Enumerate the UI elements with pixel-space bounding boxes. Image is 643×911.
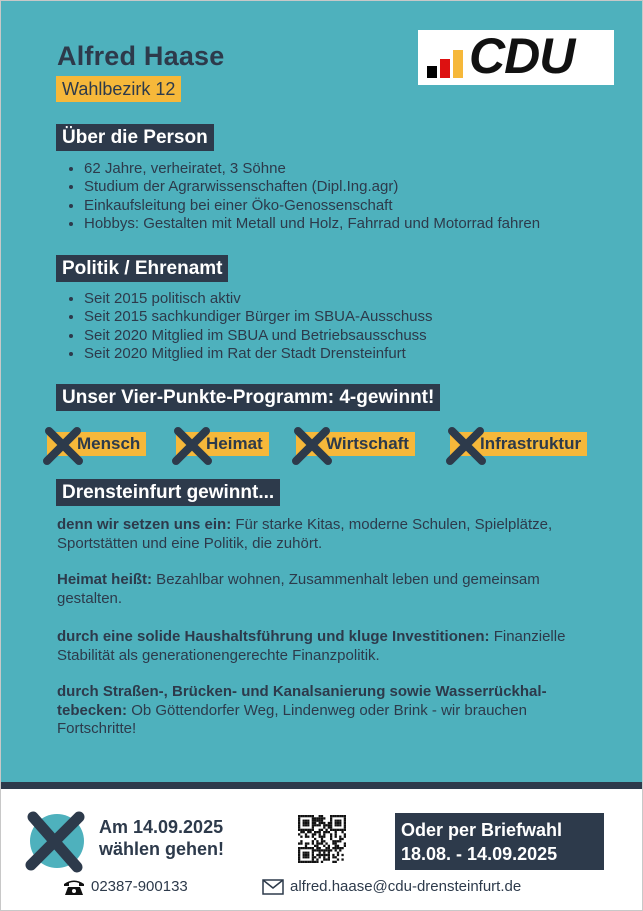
cross-icon [170,427,214,465]
pillar-label: Heimat [176,432,269,456]
cross-icon [444,427,488,465]
envelope-icon [262,879,284,895]
list-item: • Seit 2020 Mitglied im SBUA und Betriebsausschuss [84,327,433,345]
list-item: • Seit 2015 sachkundiger Bürger im SBUA-Ausschuss [84,308,433,326]
qr-code-icon[interactable] [298,815,346,863]
briefwahl-label: Oder per Briefwahl [401,820,563,840]
list-item: • Seit 2015 politisch aktiv [84,290,433,308]
heading-politik: Politik / Ehrenamt [56,255,228,282]
district-badge: Wahlbezirk 12 [56,76,181,102]
heading-gewinnt: Drensteinfurt gewinnt... [56,479,280,506]
paragraph-heimat [57,571,597,608]
pillar-label: Mensch [47,432,146,456]
politik-list [57,290,433,364]
email-contact[interactable] [262,877,521,897]
heading-person: Über die Person [56,124,214,151]
phone-contact[interactable] [63,877,188,897]
briefwahl-box [395,813,604,870]
list-item: • Einkaufsleitung bei einer Öko-Genossenschaft [84,197,540,215]
phone-number: 02387-900133 [91,878,188,895]
vote-date: Am 14.09.2025 [99,817,224,837]
list-item: • 62 Jahre, verheiratet, 3 Söhne [84,160,540,178]
paragraph-text: Bezahlbar wohnen, Zusammenhalt leben und gemeinsam gestalten. [57,571,540,607]
cdu-logo [418,30,614,85]
paragraph-lead: durch eine solide Haushaltsführung und kluge Investitionen: [57,628,490,645]
cross-icon [41,427,85,465]
vote-call [99,816,224,860]
person-list [57,160,540,234]
cdu-logo-bars-icon [427,50,465,78]
telephone-icon [63,878,85,896]
heading-programm: Unser Vier-Punkte-Programm: 4-gewinnt! [56,384,440,411]
paragraph-lead: Heimat heißt: [57,571,153,588]
list-item: • Studium der Agrarwissenschaften (Dipl.Ing.agr) [84,178,540,196]
pillar-label: Wirtschaft [296,432,415,456]
list-item: • Hobbys: Gestalten mit Metall und Holz, Fahrrad und Motorrad fahren [84,215,540,233]
paragraph-lead: denn wir setzen uns ein: [57,516,232,533]
candidate-name: Alfred Haase [57,41,225,71]
divider-bar [1,782,642,789]
paragraph-haushalt [57,628,597,665]
paragraph-kitas [57,516,597,553]
ballot-cross-icon [23,809,87,873]
briefwahl-dates: 18.08. - 14.09.2025 [401,844,558,864]
paragraph-lead: durch Straßen-, Brücken- und Kanalsanierung sowie Wasserrückhal-tebecken: [57,683,547,719]
paragraph-text: Ob Göttendorfer Weg, Lindenweg oder Brink - wir brauchen Fortschritte! [57,701,527,737]
cdu-logo-text: CDU [469,28,575,84]
paragraph-text: Für starke Kitas, moderne Schulen, Spielplätze, Sportstätten und eine Politik, die zuhört. [57,516,553,552]
list-item: • Seit 2020 Mitglied im Rat der Stadt Drensteinfurt [84,345,433,363]
cross-icon [290,427,334,465]
paragraph-infrastruktur [57,683,577,739]
vote-action: wählen gehen! [99,839,225,859]
email-address: alfred.haase@cdu-drensteinfurt.de [290,878,522,895]
paragraph-text: Finanzielle Stabilität als generationengerechte Finanzpolitik. [57,628,566,664]
pillar-label: Infrastruktur [450,432,587,456]
